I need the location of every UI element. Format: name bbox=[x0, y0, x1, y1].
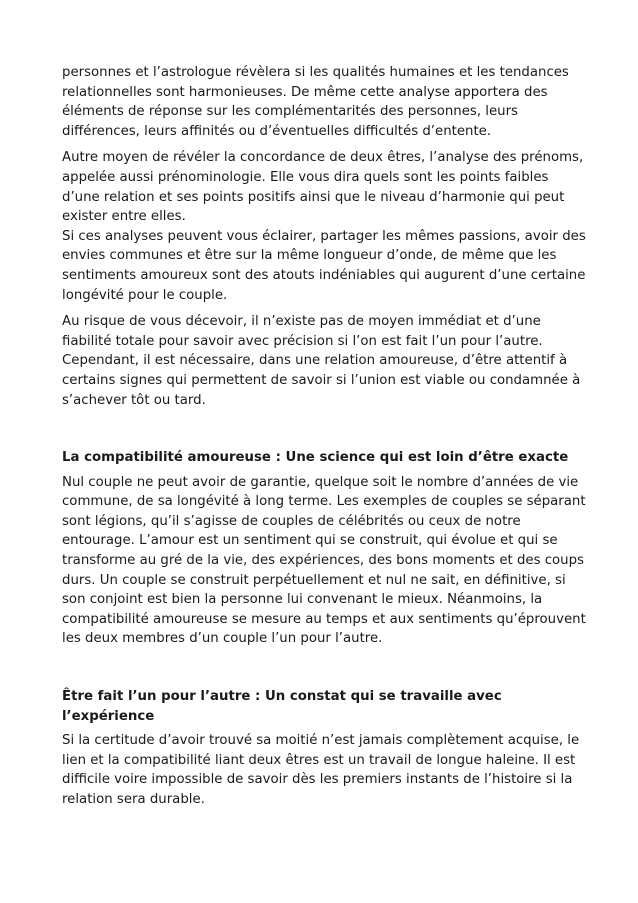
paragraph-prenominology bbox=[62, 148, 587, 305]
text-line: éléments de réponse sur les complémentarités des personnes, leurs bbox=[62, 104, 518, 120]
text-line: Au risque de vous décevoir, il n’existe pas de moyen immédiat et d’une bbox=[62, 314, 541, 330]
paragraph-risk bbox=[62, 312, 587, 410]
section-spacer bbox=[62, 656, 587, 687]
text-line: d’une relation et ses points positifs ainsi que le niveau d’harmonie qui peut bbox=[62, 189, 565, 205]
text-line: Nul couple ne peut avoir de garantie, quelque soit le nombre d’années de vie bbox=[62, 474, 579, 490]
text-line: sentiments amoureux sont des atouts indéniables qui augurent d’une certaine bbox=[62, 267, 586, 283]
text-line: différences, leurs affinités ou d’éventuelles difficultés d’entente. bbox=[62, 123, 492, 139]
text-line: sont légions, qu’il s’agisse de couples de célébrités ou ceux de notre bbox=[62, 513, 521, 529]
text-line: Cependant, il est nécessaire, dans une relation amoureuse, d’être attentif à bbox=[62, 353, 568, 369]
section-heading-compatibility: La compatibilité amoureuse : Une science qui est loin d’être exacte bbox=[62, 450, 569, 466]
text-line: son conjoint est bien la personne lui convenant le mieux. Néanmoins, la bbox=[62, 592, 543, 608]
document-page bbox=[62, 63, 587, 817]
text-line: entourage. L’amour est un sentiment qui se construit, qui évolue et qui se bbox=[62, 533, 558, 549]
text-line: transforme au gré de la vie, des expériences, des bons moments et des coups bbox=[62, 553, 584, 569]
text-line: fiabilité totale pour savoir avec précision si l’on est fait l’un pour l’autre. bbox=[62, 333, 543, 349]
text-line: appelée aussi prénominologie. Elle vous dira quels sont les points faibles bbox=[62, 169, 549, 185]
text-line: envies communes et être sur la même longueur d’onde, de même que les bbox=[62, 248, 557, 264]
text-line: Autre moyen de révéler la concordance de deux êtres, l’analyse des prénoms, bbox=[62, 150, 584, 166]
text-line: Si la certitude d’avoir trouvé sa moitié n’est jamais complètement acquise, le bbox=[62, 733, 580, 749]
text-line: personnes et l’astrologue révèlera si les qualités humaines et les tendances bbox=[62, 65, 569, 80]
text-line: durs. Un couple se construit perpétuellement et nul ne sait, en définitive, si bbox=[62, 572, 566, 588]
text-line: compatibilité amoureuse se mesure au temps et aux sentiments qu’éprouvent bbox=[62, 611, 586, 627]
text-line: relationnelles sont harmonieuses. De même cette analyse apportera des bbox=[62, 84, 548, 100]
text-line: commune, de sa longévité à long terme. Les exemples de couples se séparant bbox=[62, 494, 586, 510]
text-line: longévité pour le couple. bbox=[62, 287, 228, 303]
text-line: Si ces analyses peuvent vous éclairer, partager les mêmes passions, avoir des bbox=[62, 228, 586, 244]
text-line: exister entre elles. bbox=[62, 209, 186, 225]
section-heading-experience: Être fait l’un pour l’autre : Un constat qui se travaille avec l’expérience bbox=[62, 689, 502, 724]
text-line: lien et la compatibilité liant deux êtres est un travail de longue haleine. Il est bbox=[62, 752, 576, 768]
section-spacer bbox=[62, 417, 587, 448]
paragraph-compatibility bbox=[62, 473, 587, 649]
text-line: difficile voire impossible de savoir dès les premiers instants de l’histoire si la bbox=[62, 772, 573, 788]
text-line: relation sera durable. bbox=[62, 792, 205, 807]
paragraph-experience bbox=[62, 731, 587, 809]
text-line: certains signes qui permettent de savoir si l’union est viable ou condamnée à bbox=[62, 372, 581, 388]
text-line: s’achever tôt ou tard. bbox=[62, 392, 206, 408]
text-line: les deux membres d’un couple l’un pour l’autre. bbox=[62, 631, 383, 647]
paragraph-astrology bbox=[62, 63, 587, 141]
